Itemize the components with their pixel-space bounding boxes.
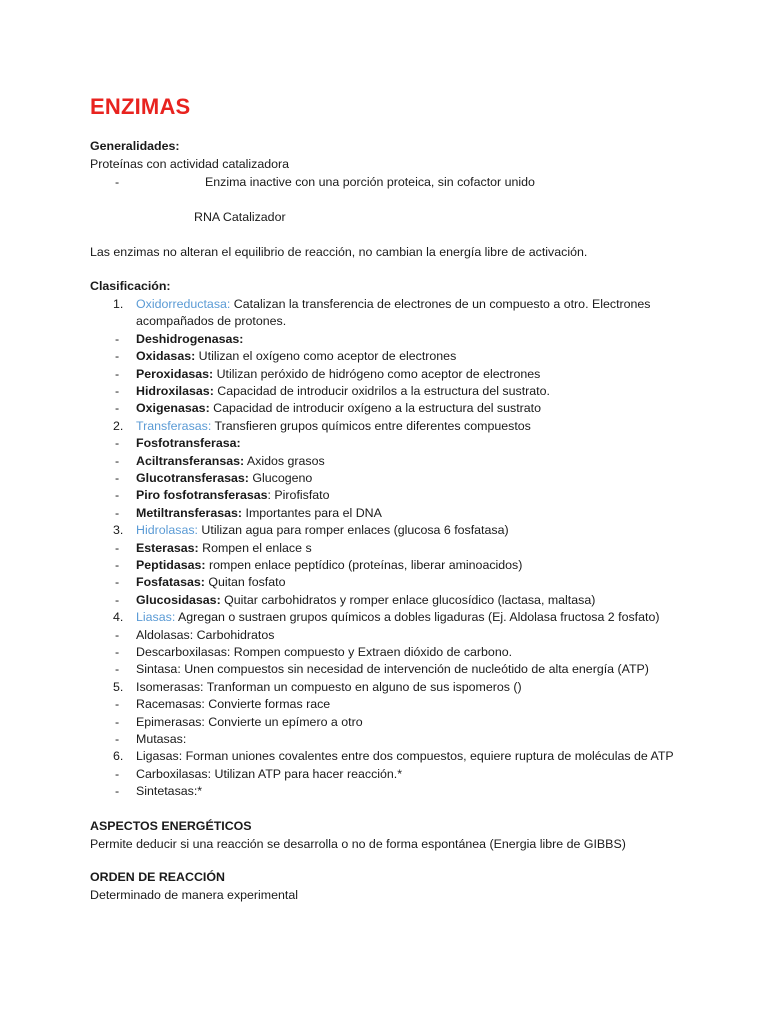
list-marker: -: [115, 488, 120, 503]
list-item-text: Carboxilasas: Utilizan ATP para hacer reacción.*: [136, 766, 403, 781]
list-item: [136, 540, 312, 557]
list-item-text: Racemasas: Convierte formas race: [136, 697, 331, 712]
rna-catalizador-text: RNA Catalizador: [194, 210, 286, 224]
list-marker: -: [115, 575, 120, 590]
list-item: [136, 366, 540, 383]
list-item: [136, 400, 541, 417]
list-item: [136, 661, 649, 678]
list-item-text: Catalizan la transferencia de electrones de un compuesto a otro. Electrones: [230, 297, 651, 311]
list-marker: 1.: [113, 297, 124, 311]
list-item: [136, 609, 659, 626]
list-item-term: Fosfatasas:: [136, 575, 205, 590]
list-item-text: Capacidad de introducir oxígeno a la estructura del sustrato: [209, 401, 542, 416]
list-item-text: Ligasas: Forman uniones covalentes entre dos compuestos, equiere ruptura de moléculas de ATP: [136, 749, 674, 764]
list-item-text: Mutasas:: [136, 732, 187, 746]
list-item-term: Glucotransferasas:: [136, 471, 249, 485]
list-item-term: Liasas:: [136, 610, 176, 625]
list-item-text: Glucogeno: [248, 471, 313, 485]
list-marker: 4.: [113, 610, 124, 625]
list-marker: -: [115, 645, 120, 659]
list-marker: -: [115, 627, 120, 642]
generalidades-line: Proteínas con actividad catalizadora: [90, 157, 290, 171]
list-item: [136, 679, 522, 696]
list-marker: 5.: [113, 679, 124, 694]
aspectos-heading: ASPECTOS ENERGÉTICOS: [90, 819, 252, 833]
clasificacion-heading: Clasificación:: [90, 279, 171, 293]
list-item: [136, 731, 186, 748]
list-item-term: Transferasas:: [136, 418, 212, 433]
list-item-term: Peptidasas:: [136, 558, 206, 572]
list-item-text: Utilizan peróxido de hidrógeno como aceptor de electrones: [213, 366, 541, 381]
list-item: [136, 714, 363, 731]
list-item-term: Deshidrogenasas:: [136, 331, 244, 346]
orden-text: Determinado de manera experimental: [90, 888, 298, 902]
list-item-term: Piro fosfotransferasas: [136, 488, 268, 503]
list-marker: -: [115, 697, 120, 712]
list-item-text: Utilizan agua para romper enlaces (glucosa 6 fosfatasa): [197, 523, 509, 538]
list-item: [136, 435, 241, 452]
orden-heading: ORDEN DE REACCIÓN: [90, 870, 225, 884]
list-item-text: Quitar carbohidratos y romper enlace glucosídico (lactasa, maltasa): [220, 592, 596, 607]
list-marker: -: [115, 384, 120, 398]
equilibrio-paragraph: Las enzimas no alteran el equilibrio de reacción, no cambian la energía libre de activación.: [90, 245, 588, 259]
list-marker: 3.: [113, 523, 124, 538]
list-item: [136, 783, 202, 800]
list-marker: -: [115, 714, 120, 729]
list-marker: 6.: [113, 749, 124, 764]
list-item: [136, 505, 382, 522]
list-marker: -: [115, 471, 120, 485]
apoenzima-text: Enzima inactive con una porción proteica, sin cofactor unido: [205, 175, 535, 189]
list-item-term: Oxidorreductasa:: [136, 297, 231, 311]
generalidades-heading: Generalidades:: [90, 139, 180, 153]
list-item-text: Descarboxilasas: Rompen compuesto y Extraen dióxido de carbono.: [136, 645, 513, 659]
list-item-text: Importantes para el DNA: [242, 505, 382, 520]
list-marker: -: [115, 366, 120, 381]
list-item-term: Oxidasas:: [136, 349, 196, 364]
list-item-text: Sintasa: Unen compuestos sin necesidad de intervención de nucleótido de alta energía (ATP): [136, 662, 649, 677]
list-item-term: Oxigenasas:: [136, 401, 210, 416]
list-marker: -: [115, 540, 120, 555]
list-item-term: Hidrolasas:: [136, 523, 198, 538]
list-marker: -: [115, 766, 120, 781]
list-item-text: Rompen el enlace s: [198, 540, 312, 555]
list-item-term: Aciltransferansas:: [136, 453, 245, 468]
list-item-text: Capacidad de introducir oxidrilos a la estructura del sustrato.: [213, 384, 550, 398]
list-item: [136, 766, 402, 783]
list-marker: -: [115, 349, 120, 364]
list-item-term: Fosfotransferasa:: [136, 436, 241, 451]
list-item: [136, 748, 674, 765]
list-item-text: Isomerasas: Tranforman un compuesto en alguno de sus ispomeros (): [136, 679, 522, 694]
list-item: [136, 453, 325, 470]
list-marker: -: [115, 401, 120, 416]
list-item-term: Glucosidasas:: [136, 592, 221, 607]
aspectos-text: Permite deducir si una reacción se desarrolla o no de forma espontánea (Energia libre de GIBBS): [90, 837, 626, 851]
list-marker: -: [115, 436, 120, 451]
list-item: [136, 487, 330, 504]
list-marker: -: [115, 732, 120, 746]
list-item: [136, 522, 509, 539]
bullet-marker: -: [115, 175, 120, 189]
list-item: [136, 574, 285, 591]
list-marker: -: [115, 331, 120, 346]
list-item-term: Esterasas:: [136, 540, 199, 555]
list-item: [136, 470, 312, 487]
list-marker: -: [115, 784, 120, 799]
list-item: [136, 696, 330, 713]
list-item: [136, 331, 243, 348]
list-item: [136, 644, 512, 661]
list-item-term: Metiltransferasas:: [136, 505, 243, 520]
list-marker: -: [115, 558, 120, 572]
list-item-text: Epimerasas: Convierte un epímero a otro: [136, 714, 363, 729]
list-item-text: Aldolasas: Carbohidratos: [136, 627, 275, 642]
list-item-text: Agregan o sustraen grupos químicos a dobles ligaduras (Ej. Aldolasa fructosa 2 fosfato): [175, 610, 660, 625]
list-marker: 2.: [113, 418, 124, 433]
list-item-term: Hidroxilasas:: [136, 384, 214, 398]
list-item: [136, 627, 274, 644]
list-item: [136, 296, 651, 313]
list-item: [136, 418, 531, 435]
list-item-text: Axidos grasos: [244, 453, 325, 468]
list-item-text: Transfieren grupos químicos entre diferentes compuestos: [211, 418, 531, 433]
list-item-continuation: acompañados de protones.: [136, 314, 287, 329]
list-item: [136, 557, 522, 574]
list-item-term: Peroxidasas:: [136, 366, 214, 381]
list-marker: -: [115, 453, 120, 468]
list-item-text: Sintetasas:*: [136, 784, 203, 799]
list-item-text: Utilizan el oxígeno como aceptor de electrones: [195, 349, 457, 364]
list-item: [136, 592, 595, 609]
list-item: [136, 383, 550, 400]
list-item-text: Quitan fosfato: [204, 575, 286, 590]
list-marker: -: [115, 505, 120, 520]
document-title: ENZIMAS: [90, 94, 191, 119]
list-item-text: : Pirofisfato: [267, 488, 330, 503]
list-marker: -: [115, 592, 120, 607]
list-item: [136, 348, 456, 365]
list-item-text: rompen enlace peptídico (proteínas, liberar aminoacidos): [205, 558, 523, 572]
list-marker: -: [115, 662, 120, 677]
